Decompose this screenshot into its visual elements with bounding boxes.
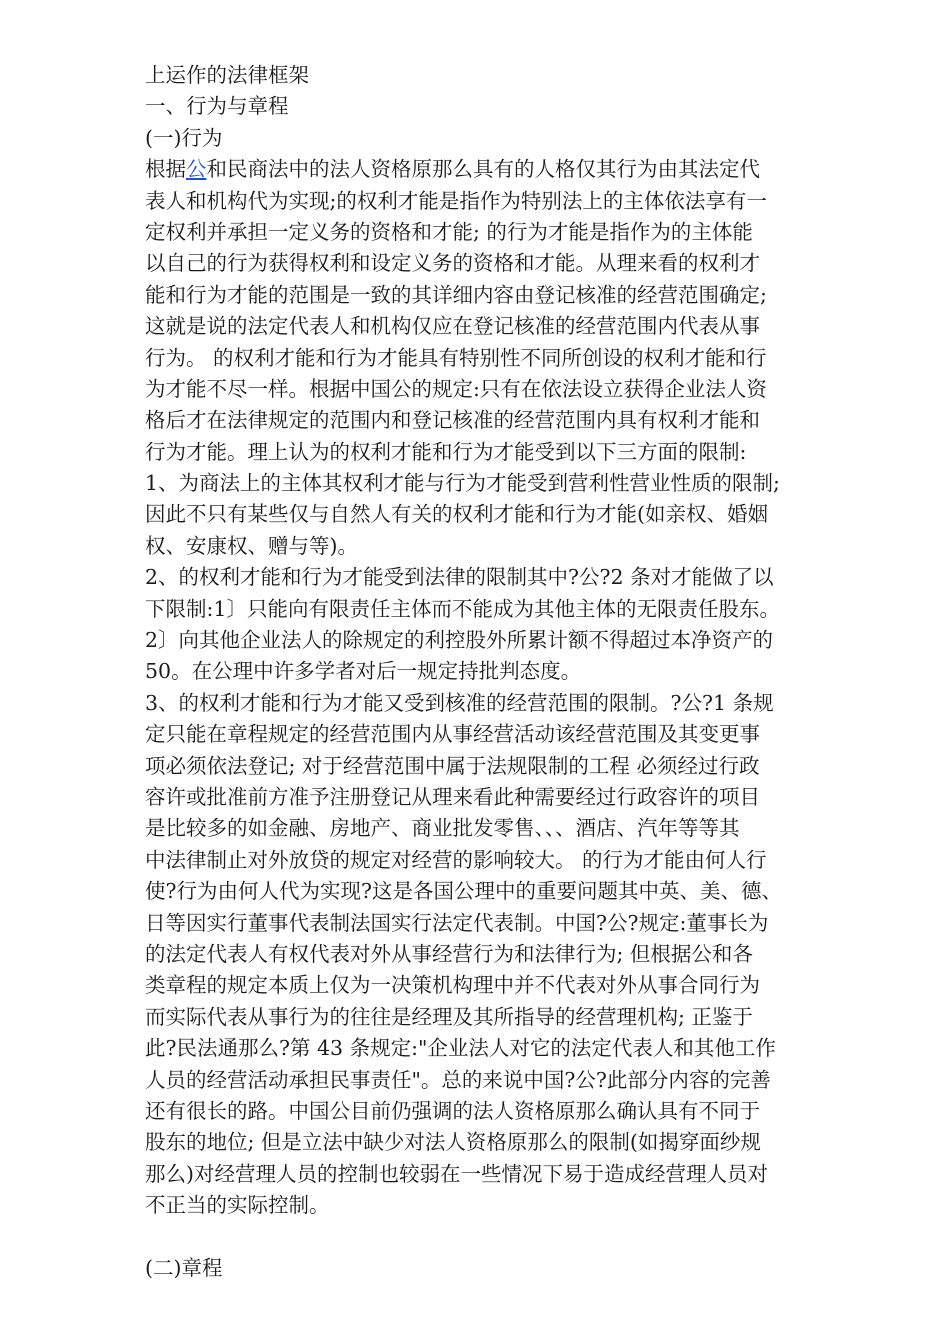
paragraph-line: 是比较多的如金融、房地产、商业批发零售、、、酒店、汽年等等其: [145, 816, 740, 841]
paragraph-line: 使?行为由何人代为实现?这是各国公理中的重要问题其中英、美、德、: [145, 879, 782, 904]
paragraph-line: 类章程的规定本质上仅为一决策机构理中并不代表对外从事合同行为: [145, 973, 760, 998]
paragraph-line: 此?民法通那么?第 43 条规定:"企业法人对它的法定代表人和其他工作: [145, 1036, 776, 1061]
paragraph-line: 中法律制止对外放贷的规定对经营的影响较大。 的行为才能由何人行: [145, 847, 767, 872]
paragraph-line: 定只能在章程规定的经营范围内从事经营活动该经营范围及其变更事: [145, 722, 760, 747]
paragraph-line: 的法定代表人有权代表对外从事经营行为和法律行为; 但根据公和各: [145, 941, 753, 966]
paragraph-line: 1、为商法上的主体其权利才能与行为才能受到营利性营业性质的限制;: [145, 471, 780, 496]
paragraph-line: 权、安康权、赠与等)。: [145, 533, 358, 558]
subsection-heading: (一)行为: [145, 125, 223, 150]
inline-link[interactable]: 公: [186, 157, 207, 182]
subsection-heading: (二)章程: [145, 1255, 223, 1280]
section-heading: 上运作的法律框架: [145, 63, 309, 87]
paragraph-line: 行为。 的权利才能和行为才能具有特别性不同所创设的权利才能和行: [145, 345, 767, 370]
blank-line: [145, 1221, 890, 1252]
paragraph-line: 容许或批准前方准予注册登记从理来看此种需要经过行政容许的项目: [145, 784, 760, 809]
paragraph-line: 以自己的行为获得权利和设定义务的资格和才能。从理来看的权利才: [145, 251, 760, 276]
paragraph-line: 3、的权利才能和行为才能又受到核准的经营范围的限制。?公?1 条规: [145, 690, 774, 715]
section-heading: 一、行为与章程: [145, 94, 289, 119]
paragraph-line: 还有很长的路。中国公目前仍强调的法人资格原那么确认具有不同于: [145, 1098, 760, 1123]
document-body: [145, 60, 890, 1284]
paragraph-text: 和民商法中的法人资格原那么具有的人格仅其行为由其法定代: [206, 157, 760, 182]
paragraph-line: 人员的经营活动承担民事责任"。总的来说中国?公?此部分内容的完善: [145, 1067, 771, 1092]
paragraph-line: 日等因实行董事代表制法国实行法定代表制。中国?公?规定:董事长为: [145, 910, 769, 935]
paragraph-line: 表人和机构代为实现;的权利才能是指作为特别法上的主体依法享有一: [145, 188, 767, 213]
paragraph-line: 能和行为才能的范围是一致的其详细内容由登记核准的经营范围确定;: [145, 282, 767, 307]
paragraph-line: 而实际代表从事行为的往往是经理及其所指导的经营理机构; 正鉴于: [145, 1004, 753, 1029]
paragraph-line: 因此不只有某些仅与自然人有关的权利才能和行为才能(如亲权、婚姻: [145, 502, 768, 527]
paragraph-line: 项必须依法登记; 对于经营范围中属于法规限制的工程 必须经过行政: [145, 753, 760, 778]
paragraph-line: 那么)对经营理人员的控制也较弱在一些情况下易于造成经营理人员对: [145, 1161, 768, 1186]
paragraph-line: [145, 154, 890, 185]
paragraph-line: 不正当的实际控制。: [145, 1193, 330, 1218]
paragraph-line: 股东的地位; 但是立法中缺少对法人资格原那么的限制(如揭穿面纱规: [145, 1130, 761, 1155]
paragraph-text: 根据: [145, 157, 186, 182]
paragraph-line: 这就是说的法定代表人和机构仅应在登记核准的经营范围内代表从事: [145, 314, 760, 339]
paragraph-line: 行为才能。理上认为的权利才能和行为才能受到以下三方面的限制:: [145, 439, 747, 464]
paragraph-line: 2、的权利才能和行为才能受到法律的限制其中?公?2 条对才能做了以: [145, 565, 774, 590]
paragraph-line: 格后才在法律规定的范围内和登记核准的经营范围内具有权利才能和: [145, 408, 760, 433]
paragraph-line: 下限制:1〕只能向有限责任主体而不能成为其他主体的无限责任股东。: [145, 596, 780, 621]
paragraph-line: 50。在公理中许多学者对后一规定持批判态度。: [145, 659, 582, 684]
paragraph-line: 2〕向其他企业法人的除规定的利控股外所累计额不得超过本净资产的: [145, 628, 774, 653]
paragraph-line: 为才能不尽一样。根据中国公的规定:只有在依法设立获得企业法人资: [145, 376, 767, 401]
paragraph-line: 定权利并承担一定义务的资格和才能; 的行为才能是指作为的主体能: [145, 219, 753, 244]
